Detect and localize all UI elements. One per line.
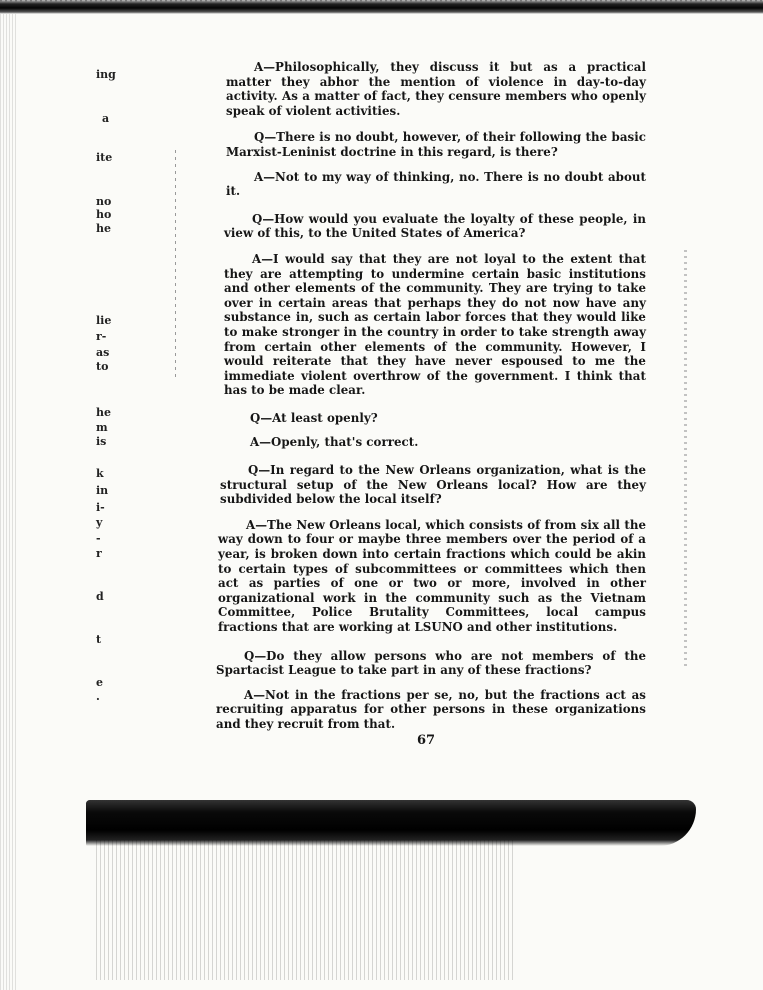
gutter-fragment: is [96, 435, 107, 448]
scan-bottom-smear [96, 840, 516, 980]
gutter-fragment: lie [96, 314, 112, 327]
gutter-fragment: no [96, 195, 112, 208]
gutter-fragment: ing [96, 68, 116, 81]
gutter-fragment: i- [96, 501, 105, 514]
answer-paragraph: A—I would say that they are not loyal to the extent that they are attempting to undermine certain basic institutions and other elements of the community. They are trying to take over in certain areas that perhaps they do not now have any substance in, such as certain labor forces that they would like to make stronger in the country in order to take strength away from certain other elements of the community. However, I would reiterate that they have never espoused to me the immediate violent overthrow of the government. I think that has to be made clear. [224, 251, 646, 398]
question-paragraph: Q—At least openly? [250, 410, 378, 425]
gutter-fragment: ite [96, 151, 113, 164]
gutter-fragment: he [96, 406, 111, 419]
question-paragraph: Q—There is no doubt, however, of their following the basic Marxist-Leninist doctrine in this regard, is there? [226, 130, 646, 159]
gutter-fragment: r- [96, 330, 107, 343]
gutter-fragment: m [96, 421, 108, 434]
gutter-fragment: y [96, 516, 103, 529]
gutter-fragment: . [96, 690, 100, 703]
transcript-body [216, 60, 646, 732]
gutter-fragment: ho [96, 208, 112, 221]
gutter-fragment: k [96, 467, 104, 480]
gutter-fragment: - [96, 532, 101, 545]
gutter-fragment: to [96, 360, 109, 373]
scan-fold-line [175, 150, 176, 380]
answer-paragraph: A—Not in the fractions per se, no, but the fractions act as recruiting apparatus for other persons in these organizations and they recruit from that. [216, 687, 646, 731]
scan-top-bar [0, 0, 763, 14]
scan-top-dots [0, 0, 763, 2]
answer-paragraph: A—Philosophically, they discuss it but as a practical matter they abhor the mention of violence in day-to-day activity. As a matter of fact, they censure members who openly speak of violent activities. [226, 60, 646, 118]
previous-page-bleed [96, 60, 136, 720]
answer-paragraph: A—Not to my way of thinking, no. There is no doubt about it. [226, 169, 646, 199]
gutter-fragment: t [96, 633, 102, 646]
gutter-fragment: he [96, 222, 111, 235]
answer-paragraph: A—Openly, that's correct. [250, 435, 419, 450]
scan-right-edge [684, 250, 687, 670]
question-paragraph: Q—How would you evaluate the loyalty of these people, in view of this, to the United States of America? [224, 211, 646, 241]
page-number: 67 [417, 733, 436, 748]
gutter-fragment: r [96, 547, 102, 560]
question-paragraph: Q—In regard to the New Orleans organization, what is the structural setup of the New Orleans local? How are they subdivided below the local itself? [220, 463, 646, 507]
question-paragraph: Q—Do they allow persons who are not members of the Spartacist League to take part in any of these fractions? [216, 648, 646, 678]
answer-paragraph: A—The New Orleans local, which consists of from six all the way down to four or maybe three members over the period of a year, is broken down into certain fractions which could be akin to certain types of subcommittees or committees which then act as parties of one or two or more, involved in other organizational work in the community such as the Vietnam Committee, Police Brutality Committees, local campus fractions that are working at LSUNO and other institutions. [218, 517, 646, 634]
gutter-fragment: e [96, 676, 103, 689]
gutter-fragment: d [96, 590, 104, 603]
scan-left-edge [0, 14, 18, 990]
gutter-fragment: in [96, 484, 109, 497]
gutter-fragment: as [96, 346, 110, 359]
gutter-fragment: a [102, 112, 110, 125]
